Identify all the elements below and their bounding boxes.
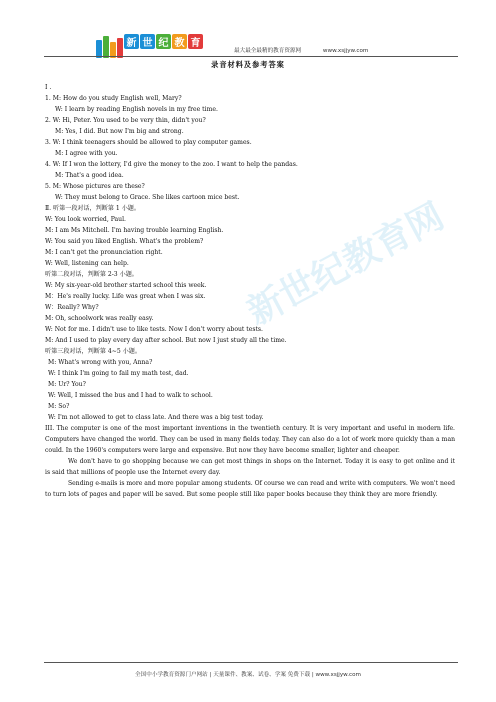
text-line: W: They must belong to Grace. She likes cartoon mice best. [55,194,240,201]
text-line: M: I agree with you. [55,150,118,157]
text-line: M: So? [48,403,70,410]
text-line: 2. W: Hi, Peter. You used to be very thin, didn't you? [45,117,206,124]
logo-char: 新 [124,34,139,49]
header-divider [44,56,458,57]
text-line: W: Well, I missed the bus and I had to walk to school. [48,392,213,399]
logo-char: 育 [188,34,203,49]
text-line: M: Yes, I did. But now I'm big and strong. [55,128,184,135]
footer-divider [44,662,458,663]
logo-char: 世 [140,34,155,49]
page-footer: 全国中小学教育资源门户网站 | 天量课件、教案、试卷、学案 免费下载 | www.xsjjyw.com [135,672,361,678]
text-line: W: Not for me. I didn't use to like tests. Now I don't worry about tests. [45,326,263,333]
text-line: 5. M: Whose pictures are these? [45,183,145,190]
text-line: 听第三段对话，判断第 4~5 小题。 [45,348,141,355]
text-line: M: That's a good idea. [55,172,124,179]
text-line: W: My six-year-old brother started school this week. [45,282,207,289]
text-line: M: Oh, schoolwork was really easy. [45,315,154,322]
passage-paragraph: III. The computer is one of the most important inventions in the twentieth century. It is very important and useful in modern life. Computers have changed the world. They can be used in many fields today. They can also do a lot of work more quickly than a man could. In the 1960's computers were large and expensive. But now they have become smaller, lighter and cheaper. [45,425,455,454]
text-line: 听第二段对话，判断第 2-3 小题。 [45,271,138,278]
text-line: 3. W: I think teenagers should be allowed to play computer games. [45,139,252,146]
text-line: W: Well, listening can help. [45,260,129,267]
text-line: I . [45,84,52,91]
text-line: 1. M: How do you study English well, Mary? [45,95,182,102]
text-line: M: I can't get the pronunciation right. [45,249,163,256]
passage-paragraph: Sending e-mails is more and more popular among students. Of course we can read and write with computers. We won't need to turn lots of pages and paper will be saved. But some people still like paper books because they think they are more friendly. [45,480,455,498]
header-tagline: 最大最全最精的教育资源网 [234,48,302,54]
text-line: 4. W: If I won the lottery, I'd give the money to the zoo. I want to help the pandas. [45,161,298,168]
logo-brand-text [122,34,205,50]
text-line: M: What's wrong with you, Anna? [48,359,153,366]
header-url-link[interactable]: www.xsjjyw.com [322,48,369,54]
text-line: M: I am Ms Mitchell. I'm having trouble learning English. [45,227,224,234]
text-line: W: I'm not allowed to get to class late. And there was a big test today. [48,414,264,421]
document-title: 录音材料及参考答案 [211,60,285,69]
text-line: W: You said you liked English. What's the problem? [45,238,204,245]
text-line: M: Ur? You? [48,381,86,388]
watermark-logo: 新世纪教育网 [240,195,451,334]
text-line: M: And I used to play every day after school. But now I just study all the time. [45,337,287,344]
logo-char: 教 [172,34,187,49]
site-logo[interactable] [94,28,201,58]
text-line: W: I learn by reading English novels in my free time. [55,106,218,113]
text-line: W: I think I'm going to fail my math test, dad. [48,370,189,377]
text-line: W: You look worried, Paul. [45,216,126,223]
site-header [234,46,368,54]
passage-paragraph: We don't have to go shopping because we can get most things in shops on the Internet. Today it is easy to get online and it is said that millions of people use the Internet every day. [45,458,455,476]
logo-char: 纪 [156,34,171,49]
document-body [45,82,455,500]
text-line: W：Really? Why? [45,304,99,311]
text-line: M：He's really lucky. Life was great when I was six. [45,293,206,300]
text-line: Ⅱ. 听第一段对话，判断第 1 小题。 [45,205,140,212]
